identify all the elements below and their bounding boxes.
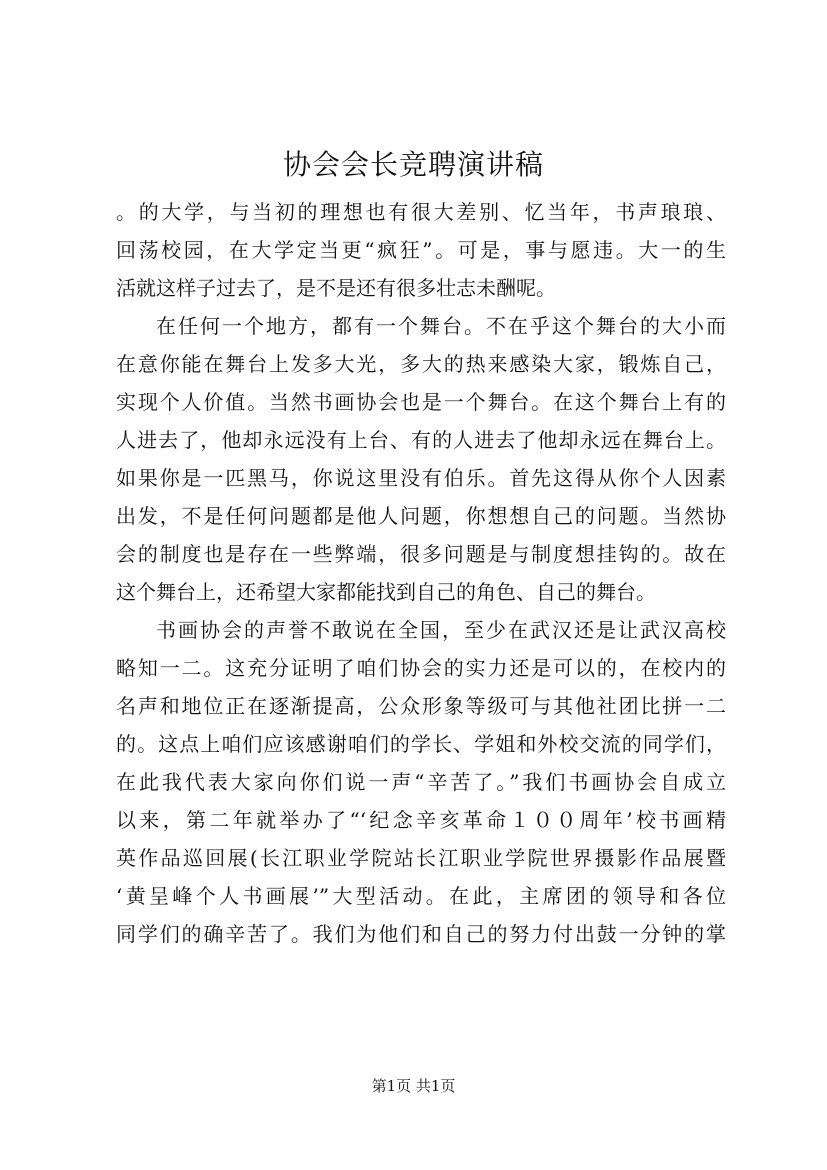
text-line: 同学们的确辛苦了。我们为他们和自己的努力付出鼓一分钟的掌 — [116, 922, 726, 946]
text-line: ‘黄呈峰个人书画展’”大型活动。在此，主席团的领导和各位 — [116, 884, 726, 908]
text-line: 。的大学，与当初的理想也有很大差别、忆当年，书声琅琅、 — [116, 200, 726, 224]
text-line: 活就这样子过去了，是不是还有很多壮志未酬呢。 — [116, 276, 556, 300]
text-line: 书画协会的声誉不敢说在全国，至少在武汉还是让武汉高校 — [156, 618, 726, 642]
text-line: 名声和地位正在逐渐提高，公众形象等级可与其他社团比拼一二 — [116, 694, 726, 718]
document-body — [116, 193, 726, 953]
document-title: 协会会长竞聘演讲稿 — [282, 148, 544, 181]
text-line: 略知一二。这充分证明了咱们协会的实力还是可以的，在校内的 — [116, 656, 726, 680]
text-line: 这个舞台上，还希望大家都能找到自己的角色、自己的舞台。 — [116, 580, 656, 604]
text-line: 在意你能在舞台上发多大光，多大的热来感染大家，锻炼自己， — [116, 352, 726, 376]
text-line: 在任何一个地方，都有一个舞台。不在乎这个舞台的大小而 — [156, 314, 726, 338]
text-line: 以来，第二年就举办了“‘纪念辛亥革命１００周年’校书画精 — [116, 808, 726, 832]
text-line: 出发，不是任何问题都是他人问题，你想想自己的问题。当然协 — [116, 504, 726, 528]
text-line: 会的制度也是存在一些弊端，很多问题是与制度想挂钩的。故在 — [116, 542, 726, 566]
text-line: 的。这点上咱们应该感谢咱们的学长、学姐和外校交流的同学们， — [116, 732, 726, 756]
text-line: 英作品巡回展(长江职业学院站长江职业学院世界摄影作品展暨 — [116, 846, 726, 870]
text-line: 回荡校园，在大学定当更“疯狂”。可是，事与愿违。大一的生 — [116, 238, 726, 262]
text-line: 如果你是一匹黑马，你说这里没有伯乐。首先这得从你个人因素 — [116, 466, 726, 490]
text-line: 在此我代表大家向你们说一声“辛苦了。”我们书画协会自成立 — [116, 770, 726, 794]
page-footer: 第1页 共1页 — [371, 1077, 456, 1095]
text-line: 实现个人价值。当然书画协会也是一个舞台。在这个舞台上有的 — [116, 390, 726, 414]
text-line: 人进去了，他却永远没有上台、有的人进去了他却永远在舞台上。 — [116, 428, 726, 452]
